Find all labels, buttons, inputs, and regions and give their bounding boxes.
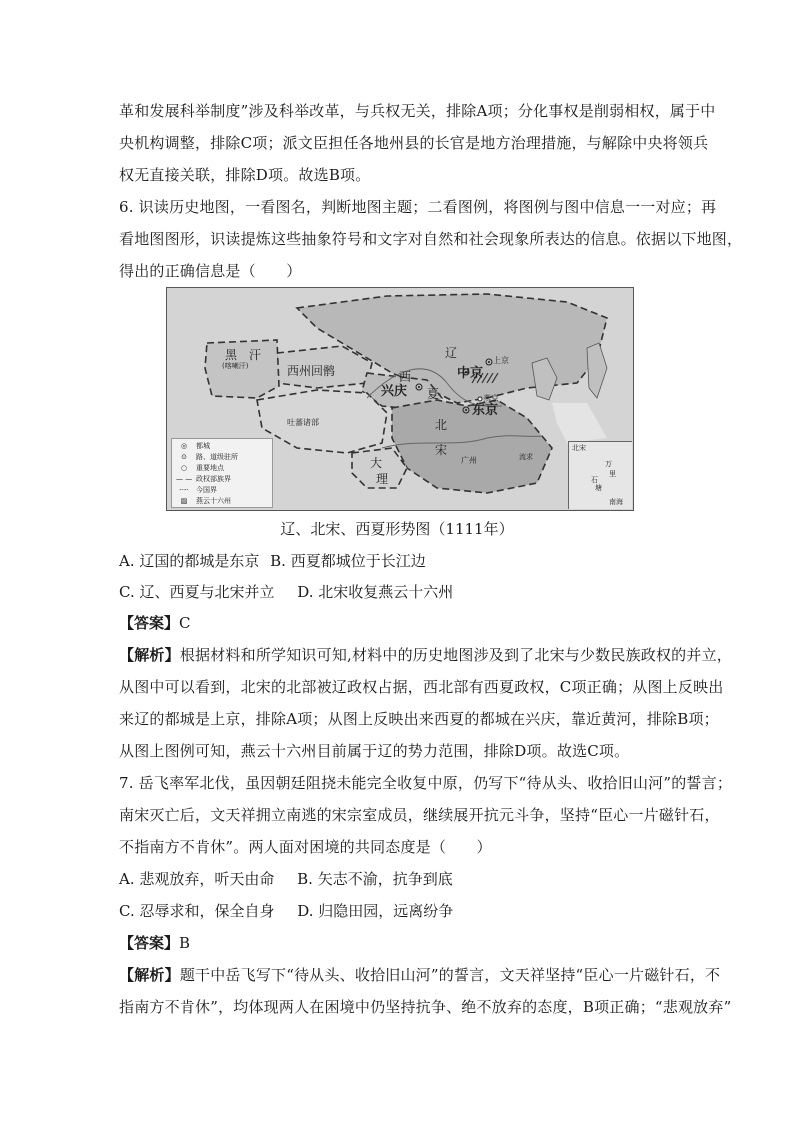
- legend-item-regime-border: — — 政权部族界: [176, 475, 231, 483]
- map-label-liuqiu: 流求: [519, 453, 533, 461]
- map-label-guangzhou: 广州: [461, 456, 477, 465]
- q7-analysis-label: 【解析】: [119, 966, 180, 984]
- q7-answer-label: 【答案】: [119, 934, 180, 952]
- paragraph-line: 革和发展科举制度”涉及科举改革，与兵权无关，排除A项；分化事权是削弱相权，属于中: [119, 102, 716, 120]
- map-label-tubo: 吐蕃诸部: [287, 418, 319, 427]
- legend-item-yanyun: ▨ 燕云十六州: [180, 497, 231, 505]
- map-label-xi: 西: [399, 370, 412, 384]
- legend-item-national-border: -·-· 今国界: [179, 486, 217, 494]
- q6-option-d[interactable]: D. 北宋收复燕云十六州: [297, 583, 454, 601]
- map-label-xia: 夏: [427, 387, 440, 401]
- map-label-xingqing: 兴庆: [381, 384, 408, 399]
- q7-option-c[interactable]: C. 忍辱求和，保全自身: [119, 902, 275, 920]
- inset-label-wan: 万: [605, 460, 612, 468]
- q7-option-d[interactable]: D. 归隐田园，远离纷争: [297, 902, 454, 920]
- legend-item-route-seat: ⊙ 路、道级驻所: [181, 453, 238, 461]
- map-label-yanjing: 燕京: [483, 394, 499, 403]
- q6-analysis-label: 【解析】: [119, 646, 180, 664]
- map-label-zhongjing: 中京: [457, 366, 484, 381]
- q6-stem-line: 6. 识读历史地图，一看图名，判断地图主题；二看图例，将图例与图中信息一一对应；再: [119, 198, 717, 216]
- q7-analysis-line: 指南方不肯休”，均体现两人在困境中仍坚持抗争、绝不放弃的态度，B项正确；“悲观放弃”: [119, 998, 732, 1016]
- q6-analysis-line: 来辽的都城是上京，排除A项；从图上反映出来西夏的都城在兴庆，靠近黄河，排除B项；: [119, 710, 719, 728]
- q6-answer-value: C: [179, 614, 191, 632]
- q6-option-c[interactable]: C. 辽、西夏与北宋并立: [119, 583, 275, 601]
- q7-answer-value: B: [179, 934, 191, 952]
- q6-options-row-2: [119, 582, 453, 602]
- map-label-dongjing: 东京: [472, 403, 499, 418]
- q7-options-row-2: [119, 901, 453, 921]
- q6-option-a[interactable]: A. 辽国的都城是东京: [119, 552, 260, 570]
- q6-answer-label: 【答案】: [119, 614, 180, 632]
- history-map: [166, 287, 634, 511]
- q7-options-row-1: [119, 869, 453, 889]
- q6-stem-line: 得出的正确信息是（ ）: [119, 262, 302, 280]
- legend-item-important-place: ○ 重要地点: [180, 464, 224, 472]
- q6-option-b[interactable]: B. 西夏都城位于长江边: [270, 552, 426, 570]
- q6-analysis-line: 【解析】根据材料和所学知识可知,材料中的历史地图涉及到了北宋与少数民族政权的并立，: [119, 646, 732, 664]
- map-label-xizhou: 西州回鹘: [287, 364, 336, 378]
- q7-stem-line: 南宋灭亡后，文天祥拥立南逃的宋宗室成员，继续展开抗元斗争，坚持“臣心一片磁针石，: [119, 806, 720, 824]
- q6-analysis-line: 从图中可以看到，北宋的北部被辽政权占据，西北部有西夏政权，C项正确；从图上反映出: [119, 678, 724, 696]
- q7-answer: [119, 933, 190, 953]
- q6-answer: [119, 613, 191, 633]
- q7-option-b[interactable]: B. 矢志不渝，抗争到底: [297, 870, 453, 888]
- paragraph-line: 央机构调整，排除C项；派文臣担任各地州县的长官是地方治理措施，与解除中央将领兵: [119, 134, 709, 152]
- q7-stem-line: 不指南方不肯休”。两人面对困境的共同态度是（ ）: [119, 838, 492, 856]
- map-label-dali: 大: [370, 456, 383, 470]
- q6-analysis-line: 从图上图例可知，燕云十六州目前属于辽的势力范围，排除D项。故选C项。: [119, 742, 630, 760]
- q6-stem-line: 看地图图形，识读提炼这些抽象符号和文字对自然和社会现象所表达的信息。依据以下地图，: [119, 230, 743, 248]
- map-label-bei: 北: [435, 418, 448, 432]
- legend-item-capital: ◎ 都城: [180, 442, 210, 450]
- map-label-shangjing: 上京: [493, 356, 509, 365]
- map-legend: [171, 438, 273, 508]
- inset-title: 北宋: [572, 444, 586, 452]
- map-label-heihan-sub: (喀喇汗): [222, 362, 249, 370]
- paragraph-line: 权无直接关联，排除D项。故选B项。: [119, 166, 371, 184]
- inset-label-li: 里: [609, 470, 616, 478]
- q7-stem-line: 7. 岳飞率军北伐，虽因朝廷阻挠未能完全收复中原，仍写下“待从头、收拾旧山河”的誓言；: [119, 774, 733, 792]
- q6-options-row-1: [119, 551, 426, 571]
- q7-analysis-line: 【解析】题干中岳飞写下“待从头、收拾旧山河”的誓言，文天祥坚持“臣心一片磁针石，不: [119, 966, 721, 984]
- map-label-liao: 辽: [445, 346, 458, 360]
- inset-label-shi: 石: [591, 476, 598, 484]
- map-caption: 辽、北宋、西夏形势图（1111年）: [280, 520, 514, 538]
- map-inset-south-sea: [568, 441, 632, 509]
- q7-option-a[interactable]: A. 悲观放弃，听天由命: [119, 870, 275, 888]
- inset-label-sea: 南海: [609, 498, 623, 506]
- map-label-dali-2: 理: [376, 472, 389, 486]
- map-label-heihan: 黑 汗: [225, 348, 262, 362]
- map-label-song: 宋: [435, 443, 448, 457]
- inset-label-tang: 塘: [595, 484, 602, 492]
